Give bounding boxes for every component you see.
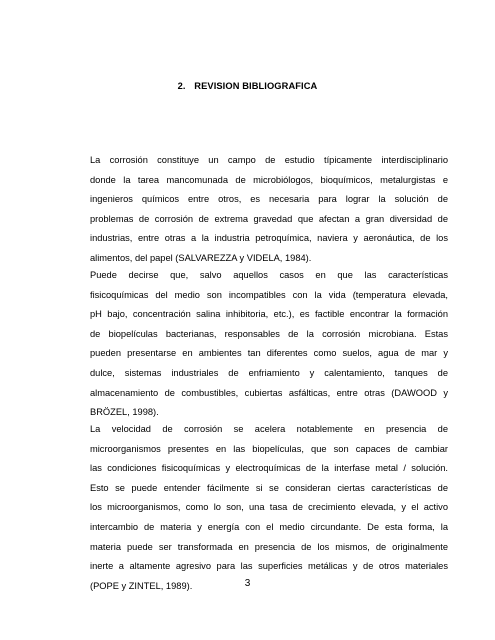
paragraph-line: dulce, sistemas industriales de enfriamiento y calentamiento, tanques de xyxy=(90,367,448,378)
paragraph-line: materia puede ser transformada en presencia de los mismos, de originalmente xyxy=(90,541,448,552)
paragraph-3 xyxy=(90,420,448,596)
paragraph-line: Puede decirse que, salvo aquellos casos en que las características xyxy=(90,270,448,280)
paragraph-line: industrias, entre otras a la industria petroquímica, naviera y aeronáutica, de los xyxy=(90,233,448,244)
paragraph-line: pH bajo, concentración salina inhibitoria, etc.), es factible encontrar la formación xyxy=(90,309,448,320)
paragraph-line: ingenieros químicos entre otros, es necesaria para lograr la solución de xyxy=(90,194,448,205)
paragraph-line: los microorganismos, como lo son, una tasa de crecimiento elevada, y el activo xyxy=(90,502,448,513)
paragraph-line: microorganismos presentes en las biopelículas, que son capaces de cambiar xyxy=(90,443,448,454)
section-heading xyxy=(0,81,495,91)
paragraph-line: La velocidad de corrosión se acelera notablemente en presencia de xyxy=(90,424,448,434)
paragraph-line: (POPE y ZINTEL, 1989). xyxy=(90,580,193,591)
paragraph-line: pueden presentarse en ambientes tan diferentes como suelos, agua de mar y xyxy=(90,348,448,359)
paragraph-line: inerte a altamente agresivo para las superficies metálicas y de otros materiales xyxy=(90,561,448,572)
paragraph-line: fisicoquímicas del medio son incompatibles con la vida (temperatura elevada, xyxy=(90,289,448,300)
section-number: 2. xyxy=(177,81,186,91)
paragraph-line: las condiciones fisicoquímicas y electroquímicas de la interfase metal / solución. xyxy=(90,463,448,474)
paragraph-line: alimentos, del papel (SALVAREZZA y VIDELA, 1984). xyxy=(90,252,312,263)
paragraph-line: donde la tarea mancomunada de microbiólogos, bioquímicos, metalurgistas e xyxy=(90,174,448,185)
paragraph-line: de biopelículas bacterianas, responsables de la corrosión microbiana. Estas xyxy=(90,328,448,339)
section-title: REVISION BIBLIOGRAFICA xyxy=(194,81,318,91)
paragraph-line: BRÖZEL, 1998). xyxy=(90,407,159,418)
paragraph-line: La corrosión constituye un campo de estudio típicamente interdisciplinario xyxy=(90,155,448,165)
paragraph-line: Esto se puede entender fácilmente si se consideran ciertas características de xyxy=(90,482,448,493)
page-number: 3 xyxy=(244,578,251,589)
paragraph-1 xyxy=(90,151,448,269)
paragraph-line: problemas de corrosión de extrema gravedad que afectan a gran diversidad de xyxy=(90,213,448,224)
paragraph-2 xyxy=(90,266,448,423)
paragraph-line: almacenamiento de combustibles, cubiertas asfálticas, entre otras (DAWOOD y xyxy=(90,387,448,398)
paragraph-line: intercambio de materia y energía con el medio circundante. De esta forma, la xyxy=(90,521,448,532)
